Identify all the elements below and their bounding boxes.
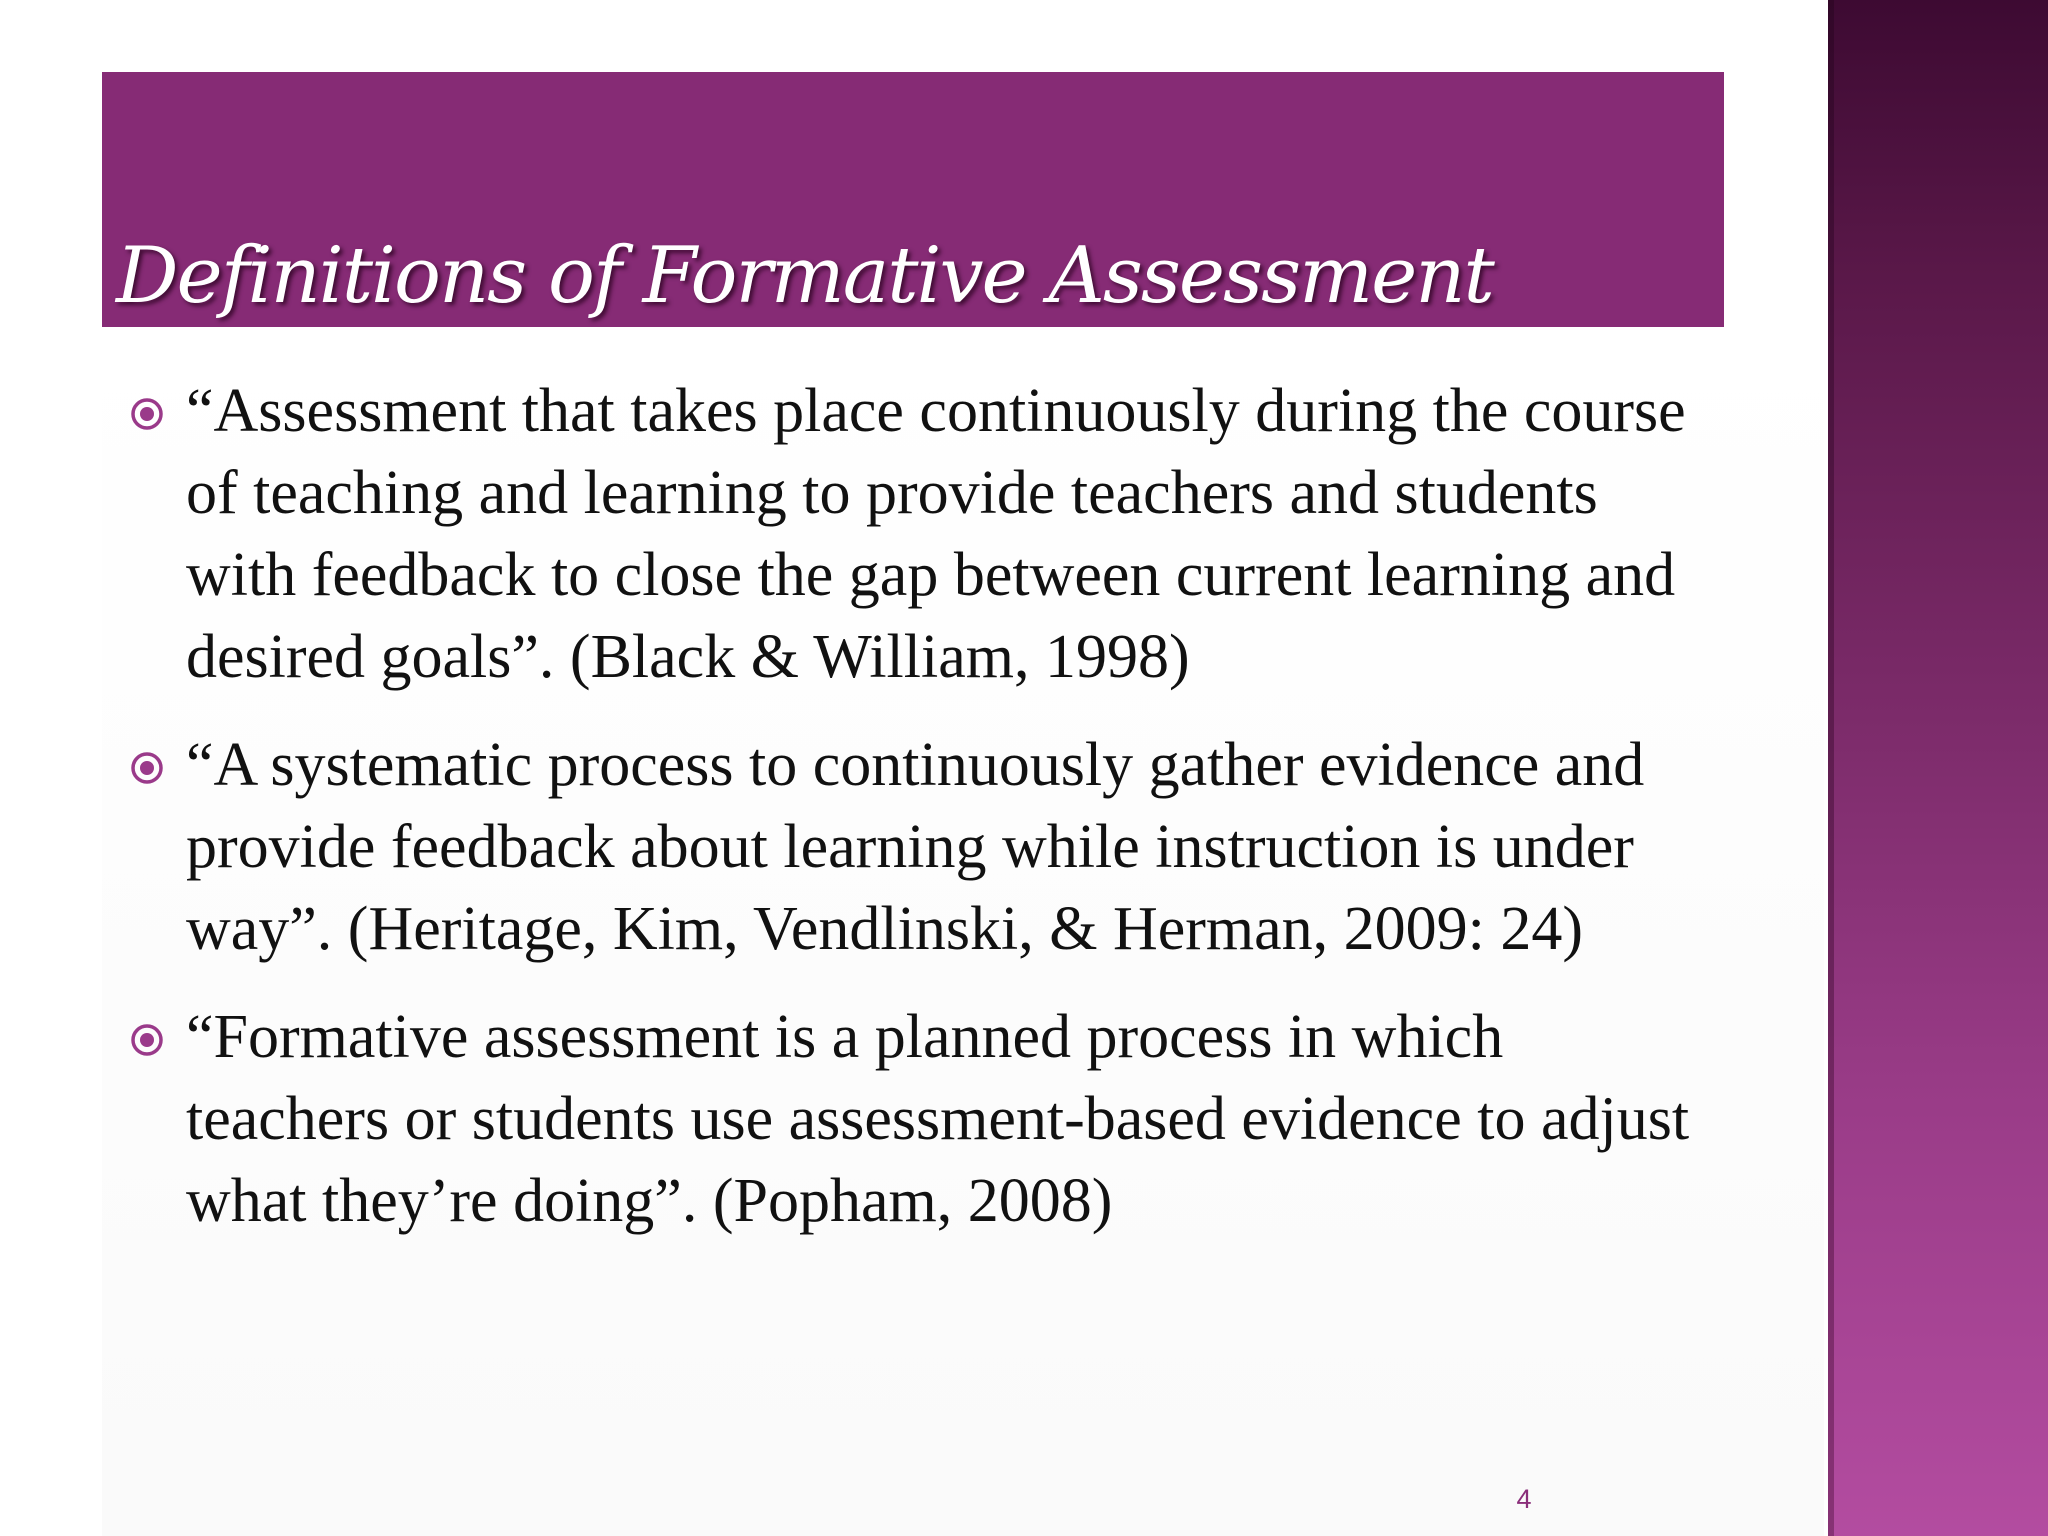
page-number: 4 [1516, 1484, 1532, 1514]
bullet-text-2: “A systematic process to continuously gather evidence and provide feedback about learning while instruction is under way”. (Heritage, Kim, Vendlinski, & Herman, 2009: 24) [186, 731, 1645, 963]
bullet-item-3 [130, 996, 1710, 1242]
bullet-list [130, 370, 1710, 1268]
slide-title: Definitions of Formative Assessment [116, 231, 1493, 321]
circled-dot-icon [130, 397, 164, 431]
bullet-item-1 [130, 370, 1710, 698]
bullet-item-2 [130, 724, 1710, 970]
circled-dot-icon [130, 751, 164, 785]
bullet-text-3: “Formative assessment is a planned process in which teachers or students use assessment-based evidence to adjust what they’re doing”. (Popham, 2008) [186, 1003, 1690, 1235]
title-bar [102, 72, 1724, 327]
circled-dot-icon [130, 1023, 164, 1057]
bullet-text-1: “Assessment that takes place continuously during the course of teaching and learning to provide teachers and students with feedback to close the gap between current learning and desired goals”. (Black & William, 1998) [186, 377, 1686, 691]
decorative-side-bar [1828, 0, 2048, 1536]
